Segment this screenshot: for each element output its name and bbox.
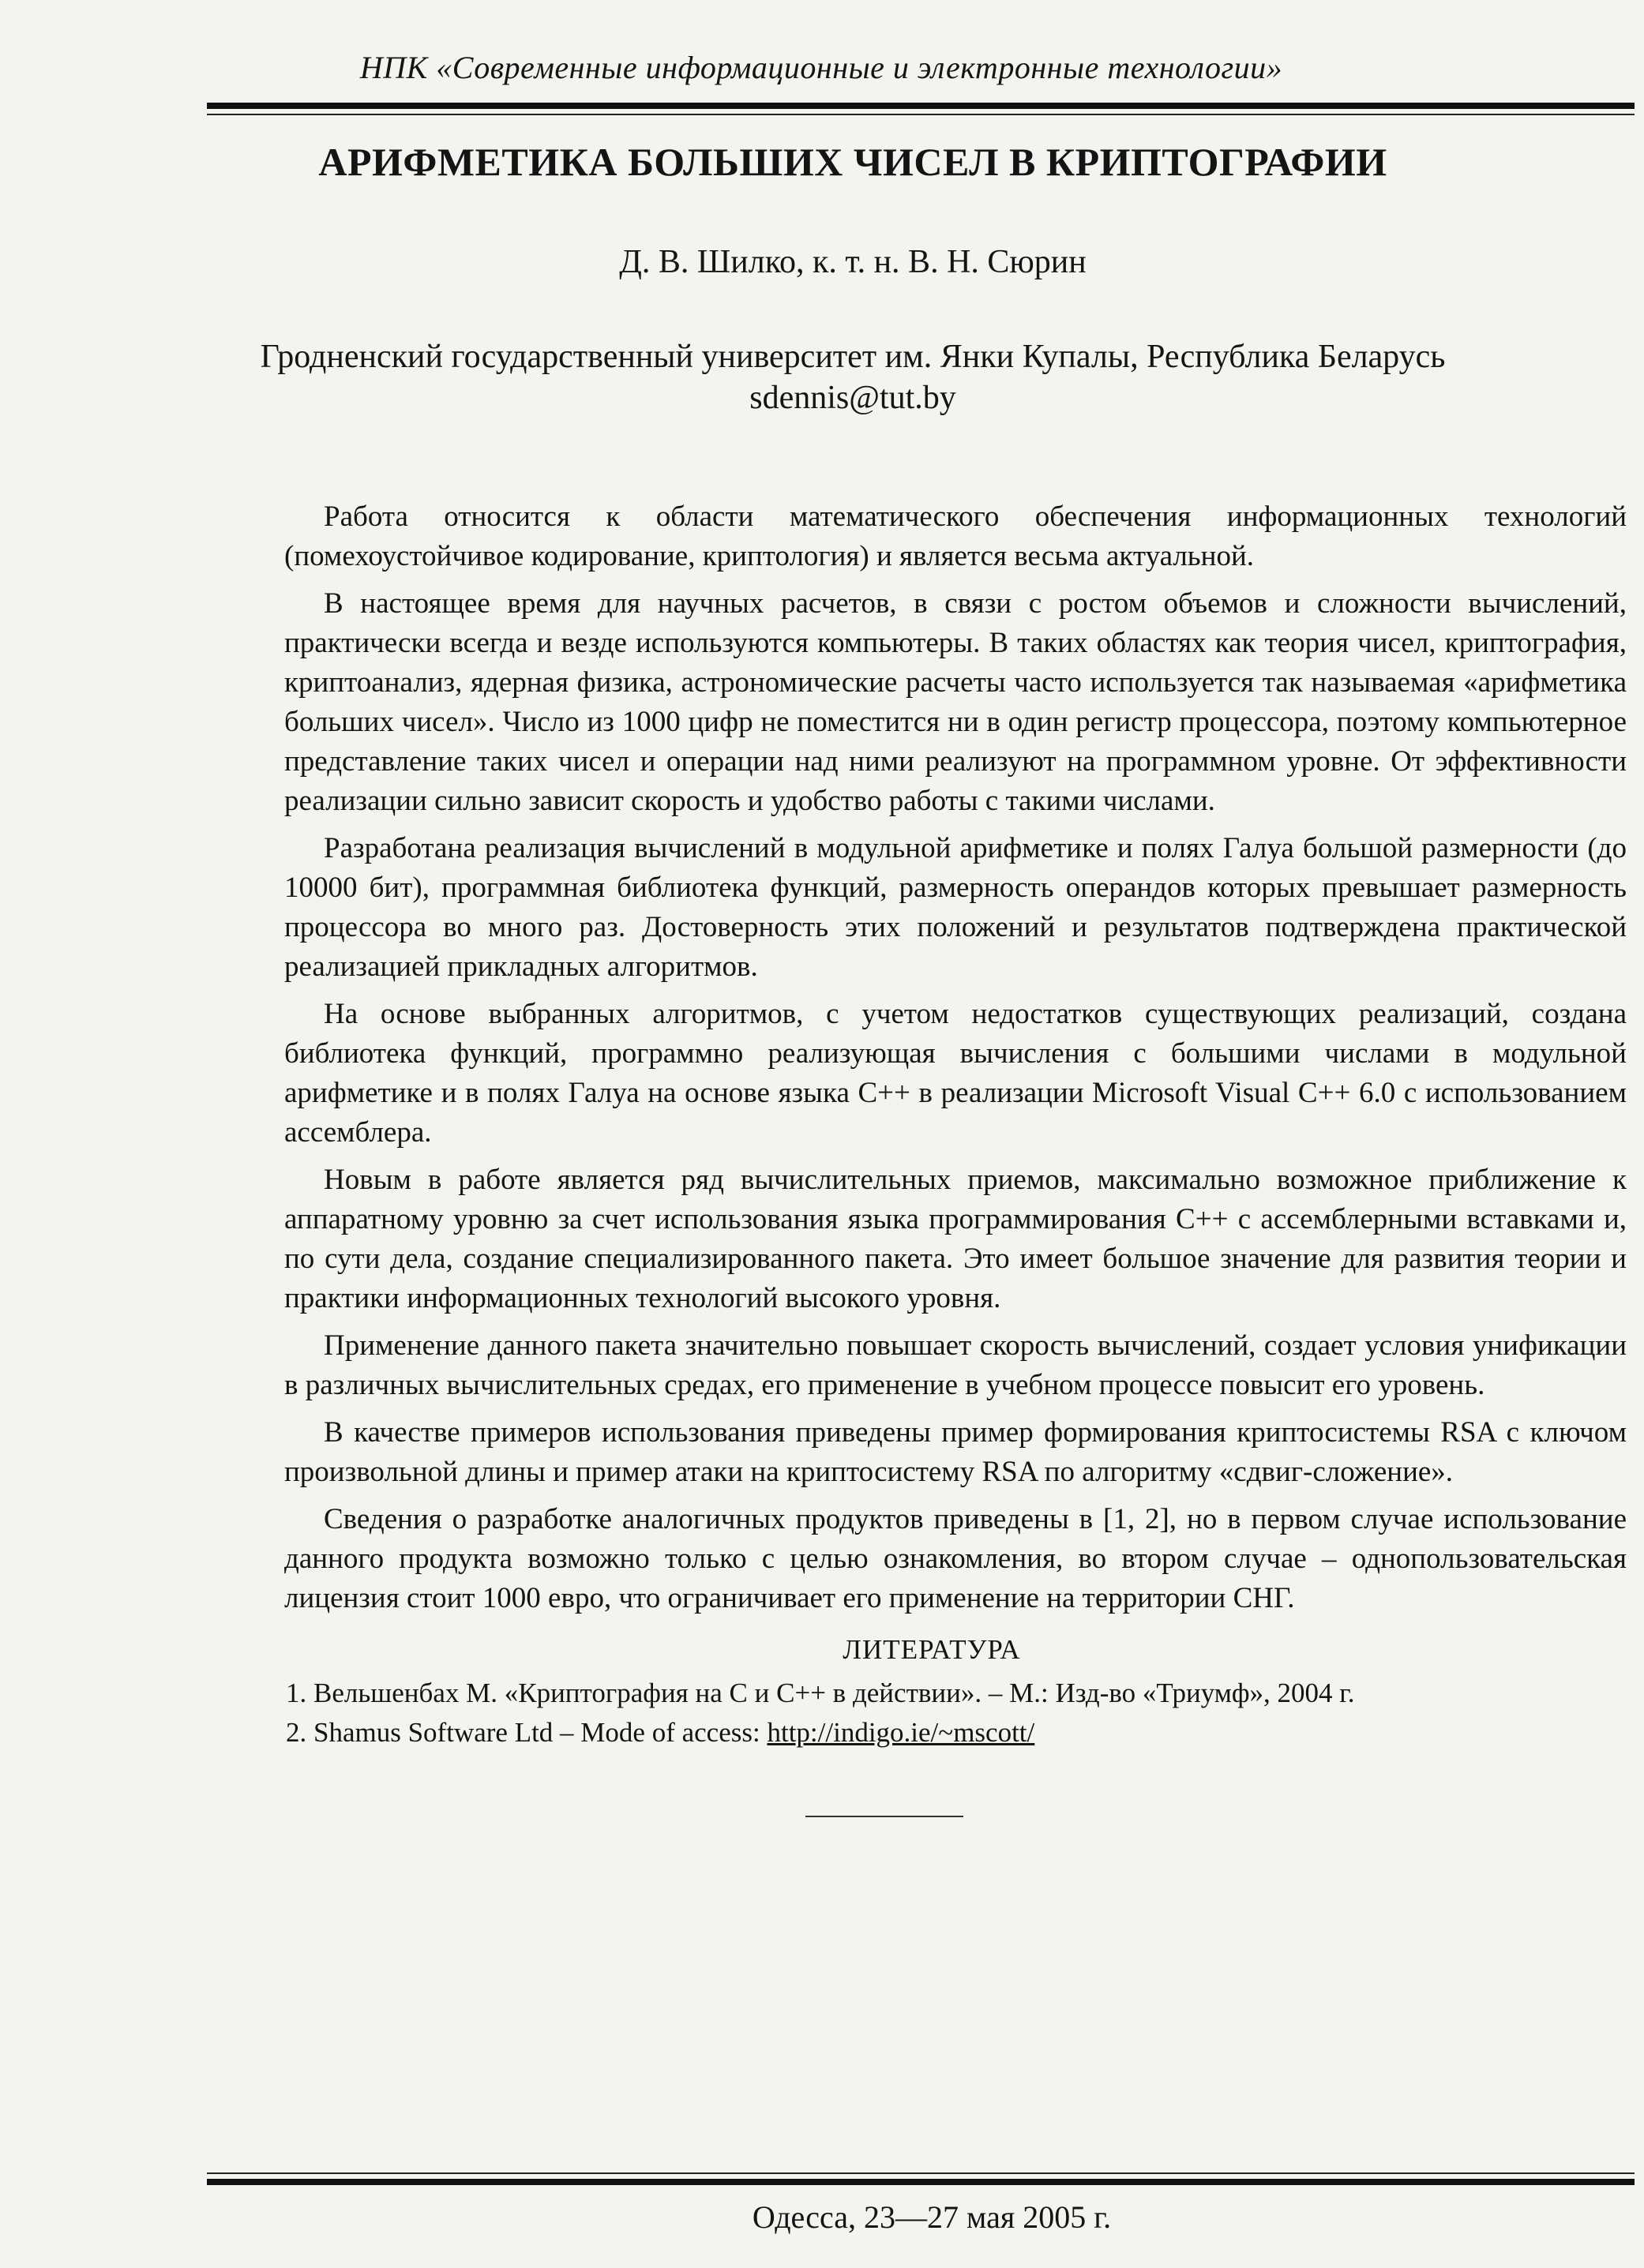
reference-text: 2. Shamus Software Ltd – Mode of access: [286, 1717, 760, 1748]
footer-place-date: Одесса, 23—27 мая 2005 г. [752, 2199, 1112, 2235]
paragraph: Сведения о разработке аналогичных продуктов приведены в [1, 2], но в первом случае использование данного продукта возможно только с целью ознакомления, во втором случае – однопользовательская лицензия стоит 1000 евро, что ограничивает его применение на территории СНГ. [284, 1503, 1627, 1614]
footer-rule-thin [207, 2172, 1635, 2174]
header-rule-thin [207, 114, 1635, 115]
article-affiliation: Гродненский государственный университет им. Янки Купалы, Республика Беларусь [260, 339, 1446, 375]
references-end-rule [805, 1816, 963, 1817]
paragraph: На основе выбранных алгоритмов, с учетом недостатков существующих реализаций, создана библиотека функций, программно реализующая вычисления с большими числами в модульной арифметике и в полях Галуа на основе языка C++ в реализации Microsoft Visual C++ 6.0 с использованием ассемблера. [284, 998, 1627, 1149]
paragraph: Применение данного пакета значительно повышает скорость вычислений, создает условия унификации в различных вычислительных средах, его применение в учебном процессе повысит его уровень. [284, 1329, 1627, 1401]
paragraph: В качестве примеров использования приведены пример формирования криптосистемы RSA с ключом произвольной длины и пример атаки на криптосистему RSA по алгоритму «сдвиг-сложение». [284, 1416, 1627, 1488]
paragraph: Новым в работе является ряд вычислительных приемов, максимально возможное приближение к аппаратному уровню за счет использования языка программирования C++ с ассемблерными вставками и, по сути дела, создание специализированного пакета. Это имеет большое значение для развития теории и практики информационных технологий высокого уровня. [284, 1164, 1627, 1314]
conference-header: НПК «Современные информационные и электронные технологии» [359, 50, 1283, 85]
paragraph: В настоящее время для научных расчетов, в связи с ростом объемов и сложности вычислений, практически всегда и везде используются компьютеры. В таких областях как теория чисел, криптография, криптоанализ, ядерная физика, астрономические расчеты часто используется так называемая «арифметика больших чисел». Число из 1000 цифр не поместится ни в один регистр процессора, поэтому компьютерное представление таких чисел и операции над ними реализуют на программном уровне. От эффективности реализации сильно зависит скорость и удобство работы с такими числами. [284, 587, 1627, 817]
article-body [284, 497, 1627, 1626]
reference-item [286, 1713, 1628, 1753]
article-email: sdennis@tut.by [749, 380, 956, 416]
header-rule-thick [207, 103, 1635, 109]
article-authors: Д. В. Шилко, к. т. н. В. Н. Сюрин [619, 244, 1087, 280]
reference-link[interactable]: http://indigo.ie/~mscott/ [767, 1717, 1035, 1748]
article-title: АРИФМЕТИКА БОЛЬШИХ ЧИСЕЛ В КРИПТОГРАФИИ [318, 140, 1387, 184]
literature-heading: ЛИТЕРАТУРА [843, 1634, 1021, 1665]
reference-item: 1. Вельшенбах М. «Криптография на С и С++ в действии». – М.: Изд-во «Триумф», 2004 г. [286, 1678, 1355, 1708]
reference-list [286, 1674, 1628, 1753]
footer-rule-thick [207, 2179, 1635, 2185]
paragraph: Разработана реализация вычислений в модульной арифметике и полях Галуа большой размерности (до 10000 бит), программная библиотека функций, размерность операндов которых превышает размерность процессора во много раз. Достоверность этих положений и результатов подтверждена практической реализацией прикладных алгоритмов. [284, 832, 1627, 983]
paragraph: Работа относится к области математического обеспечения информационных технологий (помехоустойчивое кодирование, криптология) и является весьма актуальной. [284, 500, 1627, 572]
